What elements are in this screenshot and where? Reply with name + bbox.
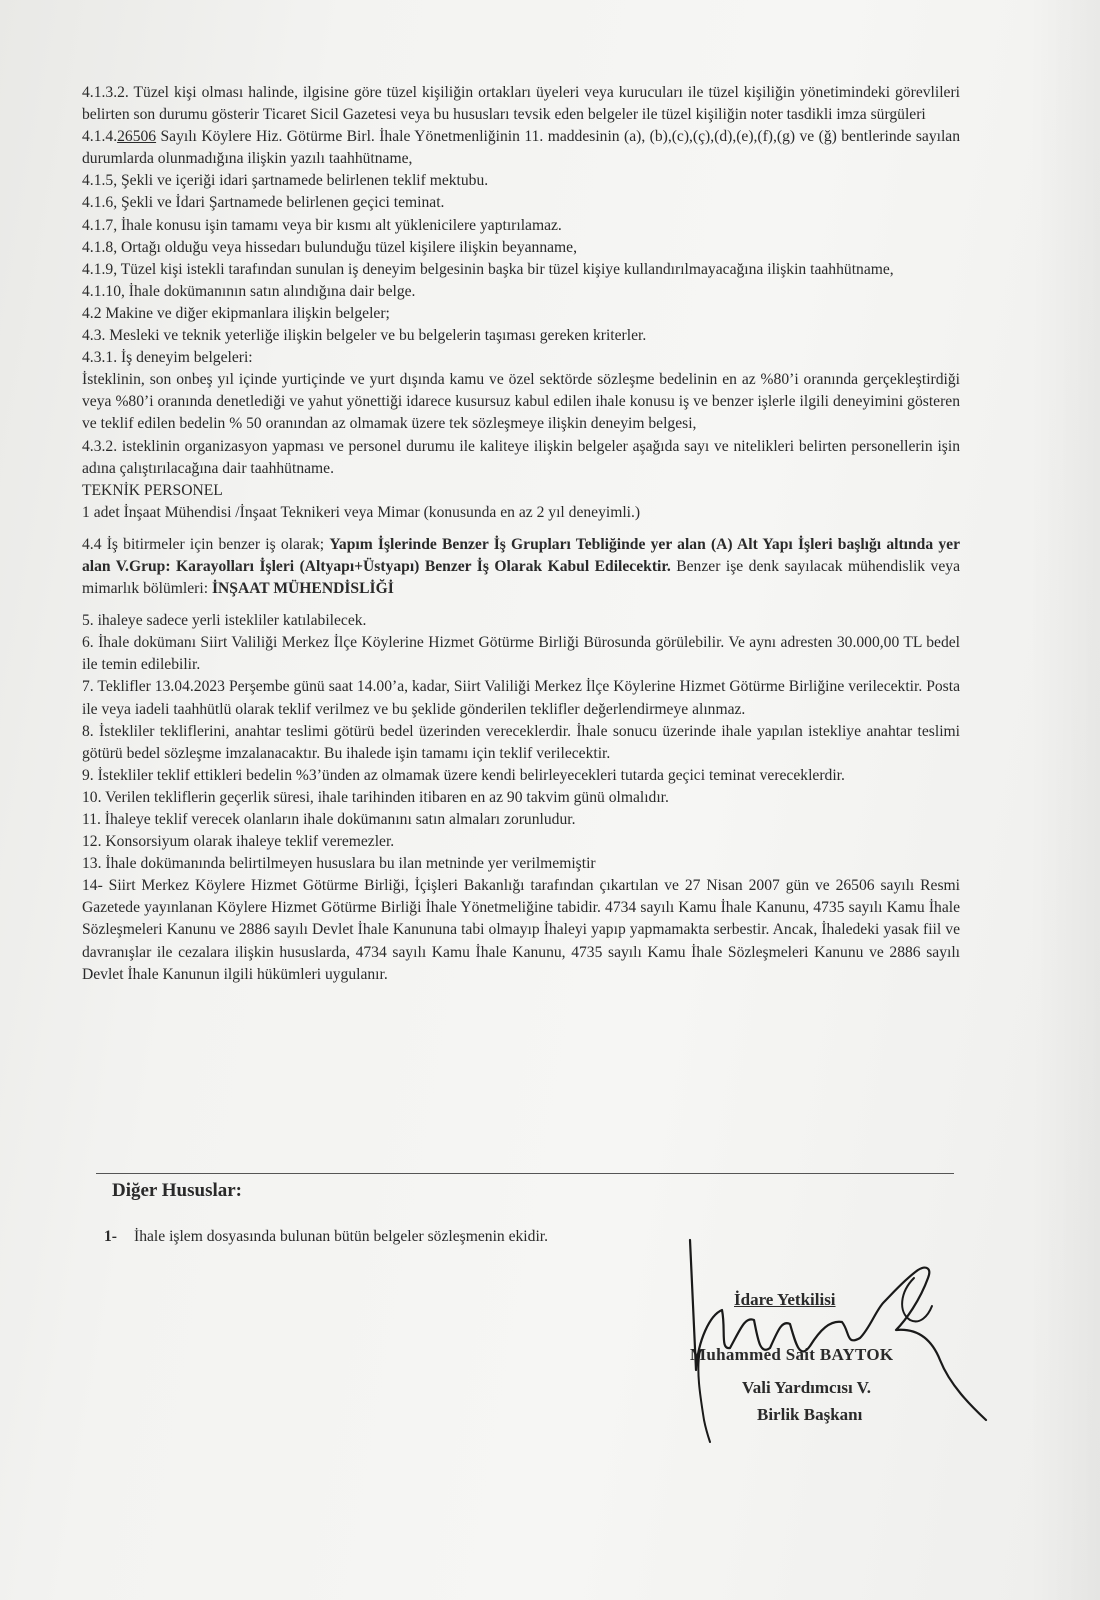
- item-4-4-equiv: Benzer işe denk sayılacak mühendislik veya mimarlık bölümleri:: [82, 557, 960, 598]
- item-4-4-intro: 4.4 İş bitirmeler için benzer iş olarak;: [82, 535, 330, 553]
- item-4-3: 4.3. Mesleki ve teknik yeterliğe ilişkin belgeler ve bu belgelerin taşıması gereken kriterler.: [82, 327, 647, 345]
- item-6: 6. İhale dokümanı Siirt Valiliği Merkez İlçe Köylerine Hizmet Götürme Birliği Bürosunda görülebilir. Ve aynı adresten 30.000,00 TL bedel ile temin edilebilir.: [82, 634, 960, 674]
- section-divider: [96, 1173, 954, 1174]
- regulation-ref: 26506: [117, 128, 157, 146]
- item-4-3-2: 4.3.2. isteklinin organizasyon yapması ve personel durumu ile kaliteye ilişkin belgeler aşağıda sayı ve nitelikleri belirten personellerin işin adına çalıştırılacağına dair taahhütname.: [82, 437, 960, 477]
- item-12: 12. Konsorsiyum olarak ihaleye teklif veremezler.: [82, 833, 395, 851]
- technical-personnel-heading: TEKNİK PERSONEL: [82, 481, 223, 499]
- other-matters-title: Diğer Hususlar:: [112, 1180, 243, 1201]
- item-4-4: [82, 534, 960, 600]
- item-5: 5. ihaleye sadece yerli istekliler katılabilecek.: [82, 612, 367, 630]
- item-13: 13. İhale dokümanında belirtilmeyen hususlara bu ilan metninde yer verilmemiştir: [82, 855, 596, 873]
- item-4-2: 4.2 Makine ve diğer ekipmanlara ilişkin belgeler;: [82, 304, 390, 322]
- other-matters-item: [104, 1228, 548, 1246]
- item-8: 8. İstekliler tekliflerini, anahtar teslimi götürü bedel üzerinden vereceklerdir. İhale sonucu üzerinde ihale yapılan istekliye anahtar teslimi götürü bedel sözleşme imzalanacaktır. Bu ihalede işin tamamı için teklif verilecektir.: [82, 722, 960, 762]
- item-4-1-3-2: 4.1.3.2. Tüzel kişi olması halinde, ilgisine göre tüzel kişiliğin ortakları üyeleri veya kurucuları ile tüzel kişiliğin yönetimindeki görevlileri belirten son durumu gösterir Ticaret Sicil Gazetesi veya bu hususları tevsik eden belgeler ile tüzel kişiliğin noter tasdikli imza sürgüleri: [82, 84, 960, 124]
- item-4-1-7: 4.1.7, İhale konusu işin tamamı veya bir kısmı alt yüklenicilere yaptırılamaz.: [82, 216, 562, 234]
- item-4-1-5: 4.1.5, Şekli ve içeriği idari şartnamede belirlenen teklif mektubu.: [82, 172, 489, 190]
- item-4-1-8: 4.1.8, Ortağı olduğu veya hissedarı bulunduğu tüzel kişilere ilişkin beyanname,: [82, 238, 577, 256]
- authority-title: İdare Yetkilisi: [734, 1290, 836, 1309]
- item-9: 9. İstekliler teklif ettikleri bedelin %3’ünden az olmamak üzere kendi belirleyecekleri tutarda geçici teminat vereceklerdir.: [82, 766, 845, 784]
- signatory-role: Vali Yardımcısı V.: [742, 1378, 871, 1397]
- item-4-4-department: İNŞAAT MÜHENDİSLİĞİ: [211, 580, 394, 598]
- item-4-3-1: 4.3.1. İş deneyim belgeleri:: [82, 349, 253, 367]
- item-4-1-4: [82, 126, 960, 170]
- item-11: 11. İhaleye teklif verecek olanların ihale dokümanını satın almaları zorunludur.: [82, 811, 576, 828]
- item-14: 14- Siirt Merkez Köylere Hizmet Götürme Birliği, İçişleri Bakanlığı tarafından çıkartılan ve 27 Nisan 2007 gün ve 26506 sayılı Resmi Gazetede yayınlanan Köylere Hizmet Götürme Birliği İhale Yönetmeliğine tabidir. 4734 sayılı Kamu İhale Kanunu, 4735 sayılı Kamu İhale Sözleşmeleri Kanunu ve 2886 sayılı Devlet İhale Kanununa tabi olmayıp İhaleyi yapıp yapmamakta serbestir. Ancak, İhaledeki yasak fiil ve davranışlar ile cezalara ilişkin hususlarda, 4734 sayılı Kamu İhale Kanunu, 4735 sayılı Kamu İhale Sözleşmeleri Kanunu ve 2886 sayılı Devlet İhale Kanunun ilgili hükümleri uygulanır.: [82, 877, 960, 983]
- document-body: [82, 82, 960, 986]
- signatory-office: Birlik Başkanı: [757, 1405, 863, 1424]
- experience-paragraph: İsteklinin, son onbeş yıl içinde yurtiçinde ve yurt dışında kamu ve özel sektörde sözleşme bedelinin en az %80’i oranında gerçekleştirdiği veya %80’i oranında denetlediği ve yahut yönettiği idarece kusursuz kabul edilen ihale konusu iş ve benzer işlerle ilgili deneyimini gösteren ve teklif edilen bedelin % 50 oranından az olmamak üzere tek sözleşmeye ilişkin deneyim belgesi,: [82, 371, 960, 433]
- other-item-number: 1-: [104, 1228, 117, 1245]
- item-4-1-6: 4.1.6, Şekli ve İdari Şartnamede belirlenen geçici teminat.: [82, 194, 445, 212]
- item-text: Sayılı Köylere Hiz. Götürme Birl. İhale Yönetmenliğinin 11. maddesinin (a), (b),(c),(ç),(d),(e),(f),(g) ve (ğ) bentlerinde sayılan durumlarda olunmadığına ilişkin yazılı taahhütname,: [82, 128, 960, 168]
- technical-personnel-line: 1 adet İnşaat Mühendisi /İnşaat Teknikeri veya Mimar (konusunda en az 2 yıl deneyimli.): [82, 503, 641, 521]
- other-item-text: İhale işlem dosyasında bulunan bütün belgeler sözleşmenin ekidir.: [134, 1228, 549, 1245]
- item-prefix: 4.1.4.: [82, 128, 118, 146]
- item-4-1-9: 4.1.9, Tüzel kişi istekli tarafından sunulan iş deneyim belgesinin başka bir tüzel kişiye kullandırılmayacağına ilişkin taahhütname,: [82, 260, 894, 278]
- item-7: 7. Teklifler 13.04.2023 Perşembe günü saat 14.00’a, kadar, Siirt Valiliği Merkez İlçe Köylerine Hizmet Götürme Birliğine verilecektir. Posta ile veya iadeli taahhütlü olarak teklif verilmez ve bu şeklide gönderilen teklifler değerlendirmeye alınmaz.: [82, 678, 960, 718]
- item-4-1-10: 4.1.10, İhale dokümanının satın alındığına dair belge.: [82, 282, 416, 300]
- handwritten-signature: [670, 1220, 1000, 1450]
- item-4-4-bold: Yapım İşlerinde Benzer İş Grupları Tebliğinde yer alan (A) Alt Yapı İşleri başlığı altında yer alan V.Grup: Karayolları İşleri (Altyapı+Üstyapı) Benzer İş Olarak Kabul Edilecektir.: [82, 535, 960, 575]
- item-10: 10. Verilen tekliflerin geçerlik süresi, ihale tarihinden itibaren en az 90 takvim günü olmalıdır.: [82, 788, 669, 806]
- signatory-name: Muhammed Sait BAYTOK: [690, 1345, 894, 1364]
